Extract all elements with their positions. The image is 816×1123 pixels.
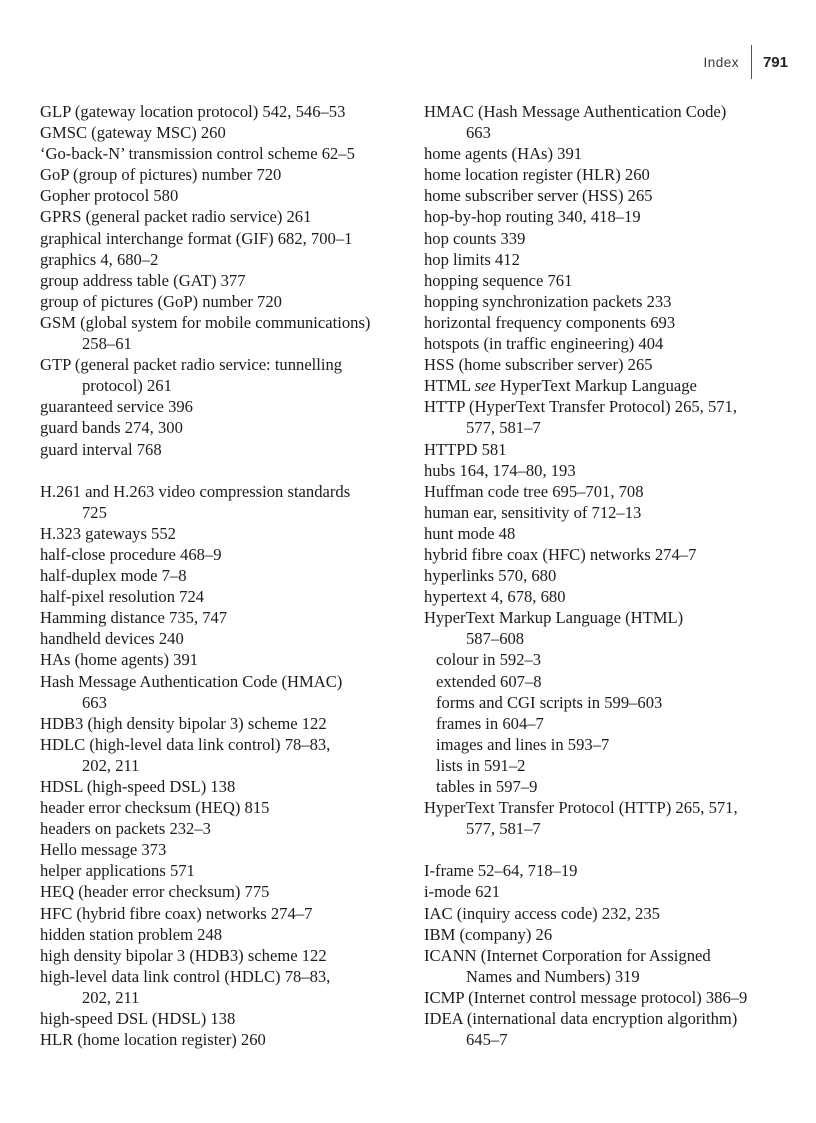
index-entry [40,924,410,945]
section-label: Index [703,54,739,70]
index-column-right [424,101,804,1050]
entry-text: hyperlinks 570, 680 [424,566,557,586]
index-entry [40,734,410,776]
index-entry [424,945,804,987]
entry-text: HLR (home location register) 260 [40,1030,266,1050]
entry-text: colour in 592–3 [436,650,542,670]
entry-text: guaranteed service 396 [40,397,193,417]
entry-text: frames in 604–7 [436,713,544,733]
entry-text: Gopher protocol 580 [40,186,179,206]
index-entry [424,101,804,143]
entry-text: headers on packets 232–3 [40,819,211,839]
index-subentry [424,692,804,713]
index-entry [424,523,804,544]
entry-text: GLP (gateway location protocol) 542, 546–53 [40,102,346,121]
entry-text: GPRS (general packet radio service) 261 [40,207,312,227]
entry-continuation: 202, 211 [82,987,140,1007]
index-entry [424,291,804,312]
index-entry [40,671,410,713]
entry-continuation: 587–608 [466,629,525,649]
index-entry [424,987,804,1008]
index-entry [424,270,804,291]
entry-text: human ear, sensitivity of 712–13 [424,502,642,522]
entry-text: handheld devices 240 [40,629,184,649]
index-column-left [40,101,410,1050]
index-entry [40,122,410,143]
index-entry [40,228,410,249]
entry-text: i-mode 621 [424,882,501,902]
entry-text: high density bipolar 3 (HDB3) scheme 122 [40,945,327,965]
index-entry [424,881,804,902]
index-entry [424,312,804,333]
entry-text: Hello message 373 [40,840,167,860]
index-subentry [424,755,804,776]
index-entry [424,460,804,481]
index-entry [424,333,804,354]
index-entry [40,607,410,628]
index-entry [40,839,410,860]
entry-continuation: 577, 581–7 [466,418,541,438]
entry-text: hop counts 339 [424,228,526,248]
index-entry [40,797,410,818]
entry-continuation: 663 [82,692,107,712]
entry-text: HDLC (high-level data link control) 78–83, [40,734,331,754]
entry-text: group address table (GAT) 377 [40,270,246,290]
index-entry [40,312,410,354]
entry-text: half-pixel resolution 724 [40,587,205,607]
index-entry [40,417,410,438]
entry-text: hypertext 4, 678, 680 [424,587,566,607]
entry-text: IBM (company) 26 [424,924,553,944]
entry-text: home location register (HLR) 260 [424,165,650,185]
index-entry [424,607,804,649]
index-entry [40,396,410,417]
entry-text: HDSL (high-speed DSL) 138 [40,777,236,796]
entry-text: ICANN (Internet Corporation for Assigned [424,945,711,965]
index-entry [424,164,804,185]
index-entry [40,164,410,185]
page-number: 791 [762,53,788,71]
index-subentry [424,649,804,670]
index-entry [40,881,410,902]
index-entry [424,439,804,460]
entry-text: extended 607–8 [436,671,542,691]
index-subentry [424,671,804,692]
entry-text: HTTPD 581 [424,439,507,459]
entry-text: Hamming distance 735, 747 [40,608,228,628]
entry-text: lists in 591–2 [436,755,526,775]
entry-continuation: 645–7 [466,1030,508,1050]
index-entry [40,354,410,396]
index-entry [424,586,804,607]
entry-text: ‘Go-back-N’ transmission control scheme 62–5 [40,144,355,164]
index-entry [40,776,410,797]
entry-text: forms and CGI scripts in 599–603 [436,692,663,712]
index-entry [40,544,410,565]
index-entry [40,649,410,670]
index-entry [40,523,410,544]
index-entry [40,903,410,924]
entry-text: home agents (HAs) 391 [424,144,583,164]
index-entry [40,101,410,122]
see-reference-target: HyperText Markup Language [499,376,697,396]
entry-continuation: Names and Numbers) 319 [466,966,640,986]
running-header [703,44,788,80]
index-entry [424,143,804,164]
entry-text: hop-by-hop routing 340, 418–19 [424,207,641,227]
index-entry [40,713,410,734]
index-entry [424,206,804,227]
entry-text: I-frame 52–64, 718–19 [424,861,578,881]
entry-text: hotspots (in traffic engineering) 404 [424,334,664,354]
entry-text: hidden station problem 248 [40,924,223,944]
index-entry [40,628,410,649]
entry-text: high-level data link control (HDLC) 78–83, [40,966,331,986]
index-entry [40,206,410,227]
entry-text: HTML [424,376,471,396]
entry-text: Huffman code tree 695–701, 708 [424,481,644,501]
entry-continuation: 202, 211 [82,755,140,775]
section-gap [424,839,804,860]
index-subentry [424,713,804,734]
index-entry [424,565,804,586]
entry-continuation: protocol) 261 [82,376,172,396]
entry-text: tables in 597–9 [436,777,538,796]
index-entry [424,860,804,881]
index-entry [40,565,410,586]
entry-text: HEQ (header error checksum) 775 [40,882,270,902]
index-entry [424,1008,804,1050]
entry-text: HSS (home subscriber server) 265 [424,355,653,375]
see-reference-label: see [474,376,496,396]
index-entry [424,502,804,523]
entry-text: images and lines in 593–7 [436,734,610,754]
entry-text: guard bands 274, 300 [40,418,183,438]
entry-text: Hash Message Authentication Code (HMAC) [40,671,343,691]
entry-text: HAs (home agents) 391 [40,650,199,670]
entry-text: group of pictures (GoP) number 720 [40,291,282,311]
index-entry [424,185,804,206]
section-gap [40,460,410,481]
index-entry [424,924,804,945]
entry-text: high-speed DSL (HDSL) 138 [40,1009,236,1029]
entry-text: H.261 and H.263 video compression standards [40,481,351,501]
entry-text: GSM (global system for mobile communications) [40,312,371,332]
entry-text: HTTP (HyperText Transfer Protocol) 265, 571, [424,397,738,417]
entry-text: GoP (group of pictures) number 720 [40,165,282,185]
entry-text: hubs 164, 174–80, 193 [424,460,576,480]
entry-text: hop limits 412 [424,249,520,269]
index-entry [40,1008,410,1029]
index-entry [424,354,804,375]
entry-continuation: 725 [82,502,107,522]
index-entry [424,396,804,438]
entry-text: hunt mode 48 [424,523,516,543]
entry-text: IAC (inquiry access code) 232, 235 [424,903,660,923]
entry-text: hopping sequence 761 [424,270,573,290]
index-entry [424,903,804,924]
entry-text: HyperText Transfer Protocol (HTTP) 265, 571, [424,798,738,818]
entry-text: HDB3 (high density bipolar 3) scheme 122 [40,713,327,733]
index-entry [424,797,804,839]
entry-text: ICMP (Internet control message protocol) 386–9 [424,987,748,1007]
index-entry [40,481,410,523]
index-entry [40,249,410,270]
entry-text: header error checksum (HEQ) 815 [40,798,270,818]
entry-text: half-duplex mode 7–8 [40,566,187,586]
entry-continuation: 258–61 [82,334,132,354]
entry-text: graphical interchange format (GIF) 682, 700–1 [40,228,353,248]
index-entry [40,966,410,1008]
entry-text: GTP (general packet radio service: tunnelling [40,355,343,375]
index-subentry [424,776,804,797]
index-entry [424,228,804,249]
index-entry [424,249,804,270]
index-entry [424,481,804,502]
entry-text: hopping synchronization packets 233 [424,291,672,311]
entry-text: HMAC (Hash Message Authentication Code) [424,102,727,121]
entry-continuation: 577, 581–7 [466,819,541,839]
index-entry [40,818,410,839]
entry-text: hybrid fibre coax (HFC) networks 274–7 [424,544,697,564]
index-entry [40,291,410,312]
entry-text: horizontal frequency components 693 [424,312,676,332]
entry-continuation: 663 [466,123,491,143]
entry-text: home subscriber server (HSS) 265 [424,186,653,206]
entry-text: GMSC (gateway MSC) 260 [40,123,226,143]
index-entry [40,143,410,164]
index-subentry [424,734,804,755]
entry-text: half-close procedure 468–9 [40,544,222,564]
index-entry [40,439,410,460]
entry-text: guard interval 768 [40,439,162,459]
index-entry [40,586,410,607]
index-entry [40,270,410,291]
index-entry [424,544,804,565]
index-entry [40,185,410,206]
index-entry [40,860,410,881]
index-entry [40,1029,410,1050]
index-entry [40,945,410,966]
entry-text: HFC (hybrid fibre coax) networks 274–7 [40,903,313,923]
entry-text: helper applications 571 [40,861,195,881]
entry-text: IDEA (international data encryption algorithm) [424,1009,738,1029]
entry-text: H.323 gateways 552 [40,523,176,543]
index-entry [424,375,804,396]
entry-text: graphics 4, 680–2 [40,249,159,269]
entry-text: HyperText Markup Language (HTML) [424,608,684,628]
